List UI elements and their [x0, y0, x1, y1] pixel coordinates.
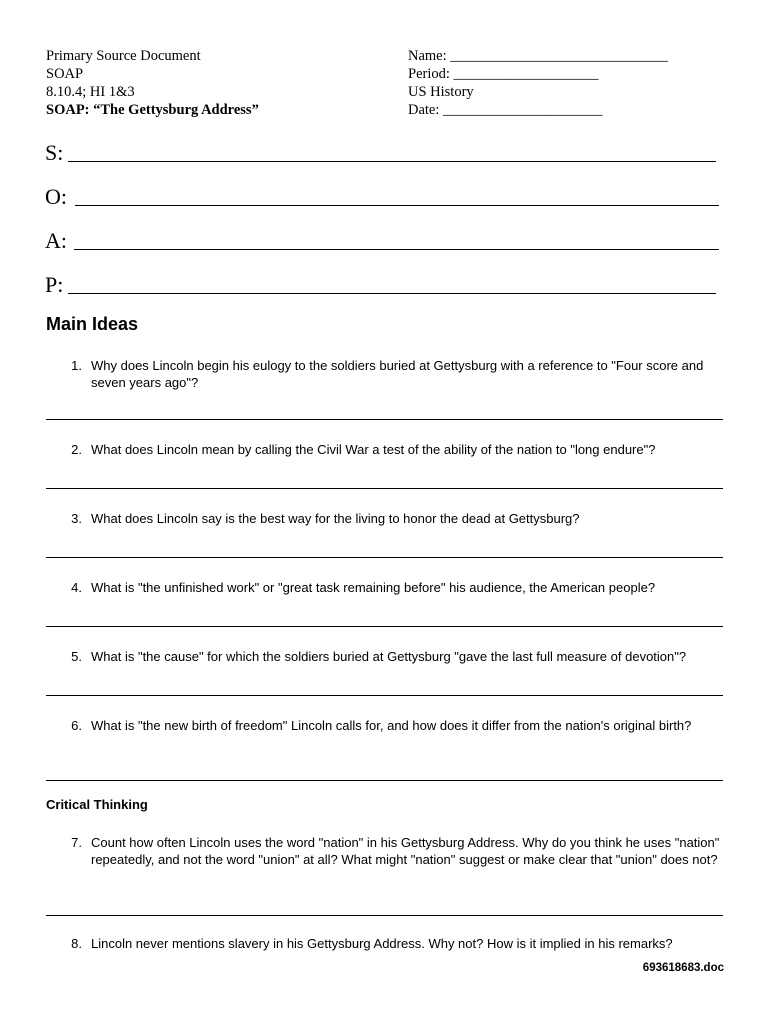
answer-line-1[interactable] [46, 419, 723, 420]
soap-subject-line[interactable] [68, 161, 716, 162]
question-number: 8. [71, 936, 82, 951]
header-left [46, 47, 259, 119]
question-3 [66, 510, 730, 527]
question-number: 6. [71, 718, 82, 733]
question-number: 1. [71, 358, 82, 373]
question-text: What is "the unfinished work" or "great task remaining before" his audience, the American people? [91, 580, 656, 595]
question-text: What is "the cause" for which the soldiers buried at Gettysburg "gave the last full measure of devotion"? [91, 649, 687, 664]
question-text: Why does Lincoln begin his eulogy to the soldiers buried at Gettysburg with a reference to "Four score and seven years ago"? [91, 358, 704, 390]
standards-code: 8.10.4; HI 1&3 [46, 84, 135, 100]
soap-occasion-row [45, 184, 67, 210]
question-1 [66, 357, 730, 391]
answer-line-7[interactable] [46, 915, 723, 916]
name-field[interactable]: Name: ______________________________ [408, 48, 668, 64]
question-text: What does Lincoln say is the best way for the living to honor the dead at Gettysburg? [91, 511, 580, 526]
header-right [408, 47, 668, 119]
footer-filename: 693618683.doc [642, 962, 724, 974]
answer-line-6[interactable] [46, 780, 723, 781]
soap-purpose-label: P: [45, 272, 64, 297]
document-subtype: SOAP [46, 66, 84, 82]
question-number: 3. [71, 511, 82, 526]
question-number: 4. [71, 580, 82, 595]
answer-line-5[interactable] [46, 695, 723, 696]
answer-line-3[interactable] [46, 557, 723, 558]
answer-line-2[interactable] [46, 488, 723, 489]
document-type: Primary Source Document [46, 48, 201, 64]
question-6 [66, 717, 730, 734]
question-7 [66, 834, 730, 868]
question-8 [66, 935, 730, 952]
course-name: US History [408, 84, 474, 100]
period-field[interactable]: Period: ____________________ [408, 66, 599, 82]
soap-purpose-line[interactable] [68, 293, 716, 294]
question-text: What does Lincoln mean by calling the Civil War a test of the ability of the nation to "long endure"? [91, 442, 656, 457]
soap-audience-line[interactable] [74, 249, 719, 250]
main-ideas-heading: Main Ideas [46, 314, 139, 334]
answer-line-4[interactable] [46, 626, 723, 627]
soap-occasion-line[interactable] [75, 205, 719, 206]
soap-audience-row [45, 228, 67, 254]
question-number: 5. [71, 649, 82, 664]
soap-subject-label: S: [45, 140, 64, 165]
soap-purpose-row [45, 272, 63, 298]
question-text: Lincoln never mentions slavery in his Gettysburg Address. Why not? How is it implied in his remarks? [91, 936, 673, 951]
question-2 [66, 441, 730, 458]
question-4 [66, 579, 730, 596]
critical-thinking-heading: Critical Thinking [46, 797, 148, 812]
question-number: 7. [71, 835, 82, 850]
question-number: 2. [71, 442, 82, 457]
soap-audience-label: A: [45, 228, 67, 253]
question-5 [66, 648, 730, 665]
soap-subject-row [45, 140, 63, 166]
soap-occasion-label: O: [45, 184, 67, 209]
document-title: SOAP: “The Gettysburg Address” [46, 102, 259, 118]
question-text: What is "the new birth of freedom" Lincoln calls for, and how does it differ from the nation's original birth? [91, 718, 692, 733]
question-text: Count how often Lincoln uses the word "nation" in his Gettysburg Address. Why do you think he uses "nation" repeatedly, and not the word "union" at all? What might "nation" suggest or make clear that "union" does not? [91, 835, 720, 867]
date-field[interactable]: Date: ______________________ [408, 102, 603, 118]
